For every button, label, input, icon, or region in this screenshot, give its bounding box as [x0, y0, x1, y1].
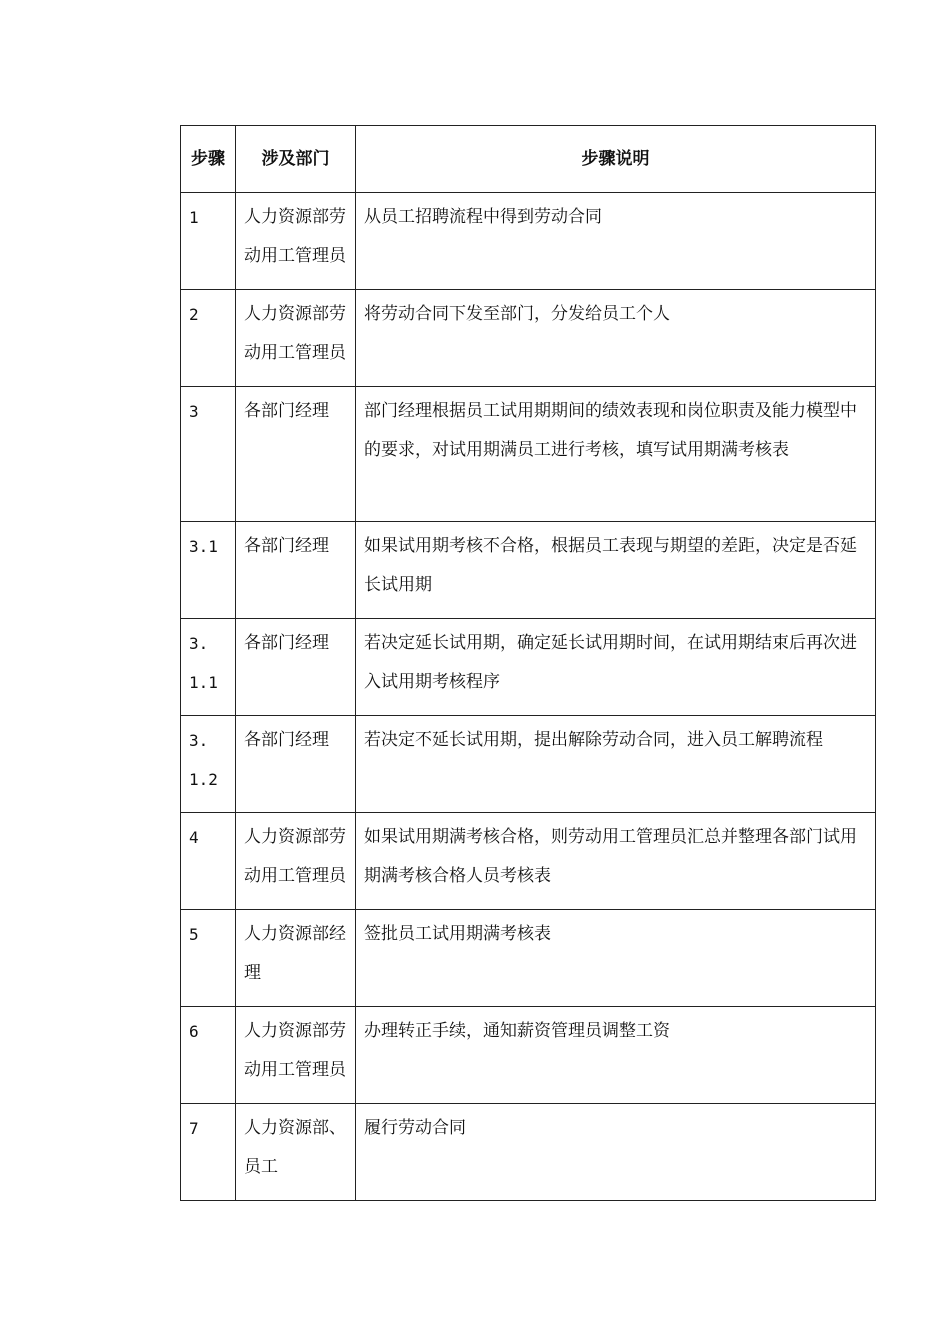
department-cell: 人力资源部、员工 — [236, 1104, 356, 1201]
table-row — [181, 387, 876, 522]
header-description: 步骤说明 — [356, 126, 876, 193]
table-row — [181, 1104, 876, 1201]
table-row — [181, 193, 876, 290]
description-cell: 部门经理根据员工试用期期间的绩效表现和岗位职责及能力模型中的要求，对试用期满员工进行考核，填写试用期满考核表 — [356, 387, 876, 522]
department-cell: 人力资源部劳动用工管理员 — [236, 290, 356, 387]
description-cell: 将劳动合同下发至部门，分发给员工个人 — [356, 290, 876, 387]
description-cell: 若决定不延长试用期，提出解除劳动合同，进入员工解聘流程 — [356, 716, 876, 813]
step-cell: 7 — [181, 1104, 236, 1201]
table-row — [181, 619, 876, 716]
table-row — [181, 716, 876, 813]
step-cell: 3 — [181, 387, 236, 522]
step-cell: 6 — [181, 1007, 236, 1104]
table-row — [181, 1007, 876, 1104]
step-cell: 3.1 — [181, 522, 236, 619]
description-cell: 履行劳动合同 — [356, 1104, 876, 1201]
department-cell: 人力资源部劳动用工管理员 — [236, 193, 356, 290]
table-row — [181, 910, 876, 1007]
description-cell: 如果试用期满考核合格，则劳动用工管理员汇总并整理各部门试用期满考核合格人员考核表 — [356, 813, 876, 910]
table-row — [181, 522, 876, 619]
department-cell: 人力资源部劳动用工管理员 — [236, 813, 356, 910]
table-row — [181, 290, 876, 387]
table-header-row — [181, 126, 876, 193]
step-cell: 5 — [181, 910, 236, 1007]
description-cell: 从员工招聘流程中得到劳动合同 — [356, 193, 876, 290]
description-cell: 办理转正手续，通知薪资管理员调整工资 — [356, 1007, 876, 1104]
step-cell: 2 — [181, 290, 236, 387]
department-cell: 人力资源部劳动用工管理员 — [236, 1007, 356, 1104]
step-cell: 4 — [181, 813, 236, 910]
department-cell: 各部门经理 — [236, 387, 356, 522]
step-cell: 3.1.1 — [181, 619, 236, 716]
description-cell: 如果试用期考核不合格，根据员工表现与期望的差距，决定是否延长试用期 — [356, 522, 876, 619]
department-cell: 各部门经理 — [236, 522, 356, 619]
step-cell: 3.1.2 — [181, 716, 236, 813]
department-cell: 人力资源部经理 — [236, 910, 356, 1007]
department-cell: 各部门经理 — [236, 716, 356, 813]
header-department: 涉及部门 — [236, 126, 356, 193]
header-step: 步骤 — [181, 126, 236, 193]
table-row — [181, 813, 876, 910]
process-steps-table — [180, 125, 876, 1201]
step-cell: 1 — [181, 193, 236, 290]
department-cell: 各部门经理 — [236, 619, 356, 716]
description-cell: 若决定延长试用期，确定延长试用期时间，在试用期结束后再次进入试用期考核程序 — [356, 619, 876, 716]
description-cell: 签批员工试用期满考核表 — [356, 910, 876, 1007]
